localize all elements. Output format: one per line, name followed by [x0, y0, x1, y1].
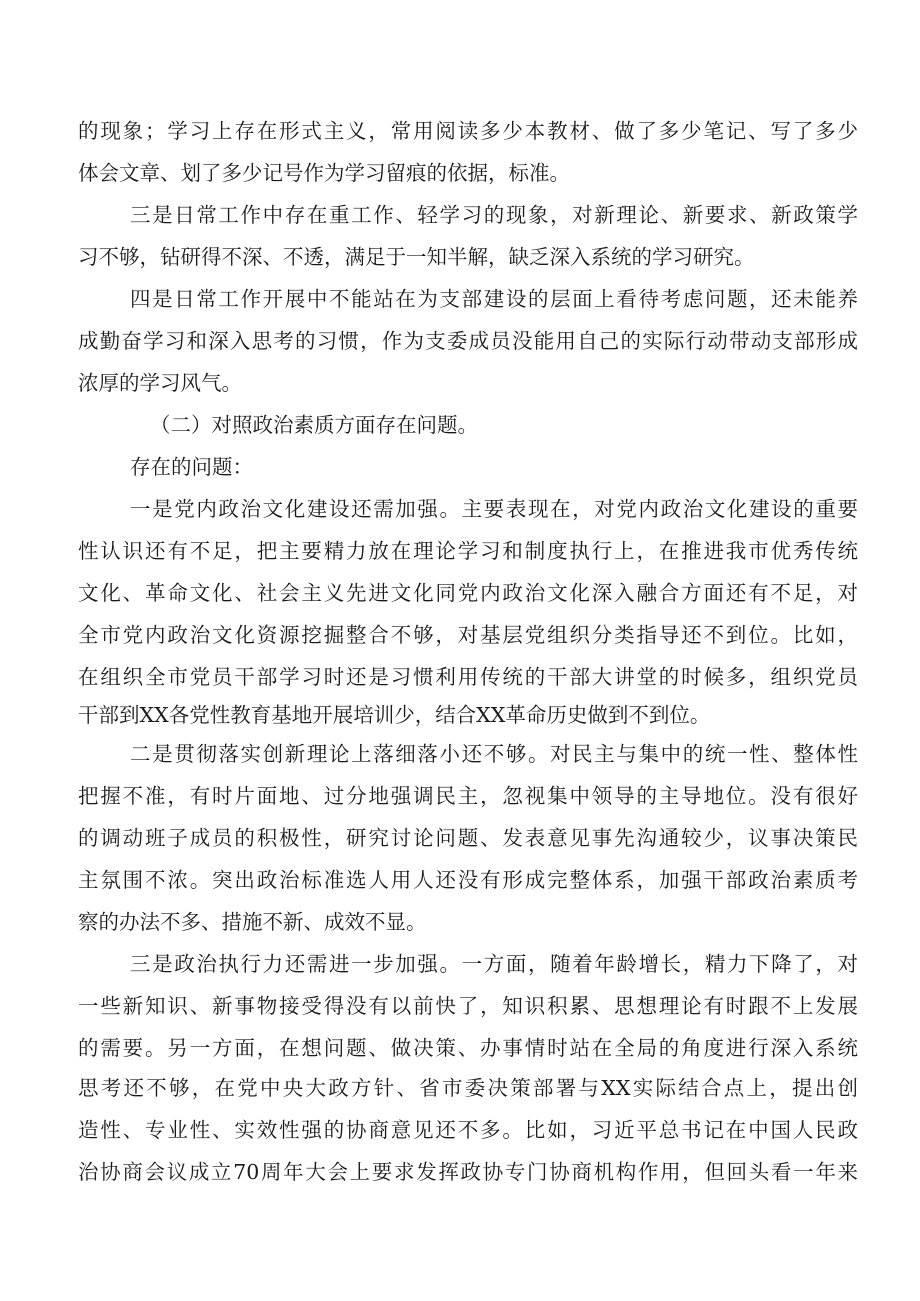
text-line: 成勤奋学习和深入思考的习惯，作为支委成员没能用自己的实际行动带动支部形成 [78, 329, 858, 353]
text-line: 的现象；学习上存在形式主义，常用阅读多少本教材、做了多少笔记、写了多少 [78, 119, 858, 143]
text-line: 浓厚的学习风气。 [78, 371, 242, 395]
text-line: 四是日常工作开展中不能站在为支部建设的层面上看待考虑问题，还未能养 [130, 287, 858, 311]
text-line: 存在的问题： [130, 455, 253, 479]
text-line: 全市党内政治文化资源挖掘整合不够，对基层党组织分类指导还不到位。比如， [78, 623, 858, 647]
text-line: 的调动班子成员的积极性，研究讨论问题、发表意见事先沟通较少，议事决策民 [78, 826, 858, 850]
text-line: 思考还不够，在党中央大政方针、省市委决策部署与XX实际结合点上，提出创 [78, 1076, 858, 1100]
text-line: 习不够，钻研得不深、不透，满足于一知半解，缺乏深入系统的学习研究。 [78, 245, 755, 269]
text-line: 一是党内政治文化建设还需加强。主要表现在，对党内政治文化建设的重要 [130, 497, 858, 521]
text-line: 三是政治执行力还需进一步加强。一方面，随着年龄增长，精力下降了，对 [130, 952, 858, 976]
section-heading: （二）对照政治素质方面存在问题。 [150, 413, 478, 437]
text-line: 文化、革命文化、社会主义先进文化同党内政治文化深入融合方面还有不足，对 [78, 581, 858, 605]
text-line: 一些新知识、新事物接受得没有以前快了，知识积累、思想理论有时跟不上发展 [78, 994, 858, 1018]
text-line: 察的办法不多、措施不新、成效不显。 [78, 910, 427, 934]
text-line: 主氛围不浓。突出政治标准选人用人还没有形成完整体系，加强干部政治素质考 [78, 868, 858, 892]
text-line: 干部到XX各党性教育基地开展培训少，结合XX革命历史做到不到位。 [78, 703, 711, 727]
text-line: 的需要。另一方面，在想问题、做决策、办事情时站在全局的角度进行深入系统 [78, 1036, 858, 1060]
text-line: 治协商会议成立70周年大会上要求发挥政协专门协商机构作用，但回头看一年来 [78, 1160, 858, 1184]
text-line: 造性、专业性、实效性强的协商意见还不多。比如，习近平总书记在中国人民政 [78, 1118, 858, 1142]
text-line: 三是日常工作中存在重工作、轻学习的现象，对新理论、新要求、新政策学 [130, 203, 858, 227]
text-line: 性认识还有不足，把主要精力放在理论学习和制度执行上，在推进我市优秀传统 [78, 539, 858, 563]
text-line: 在组织全市党员干部学习时还是习惯利用传统的干部大讲堂的时候多，组织党员 [78, 665, 858, 689]
text-line: 二是贯彻落实创新理论上落细落小还不够。对民主与集中的统一性、整体性 [130, 742, 858, 766]
text-line: 体会文章、划了多少记号作为学习留痕的依据，标准。 [78, 161, 570, 185]
text-line: 把握不准，有时片面地、过分地强调民主，忽视集中领导的主导地位。没有很好 [78, 784, 858, 808]
